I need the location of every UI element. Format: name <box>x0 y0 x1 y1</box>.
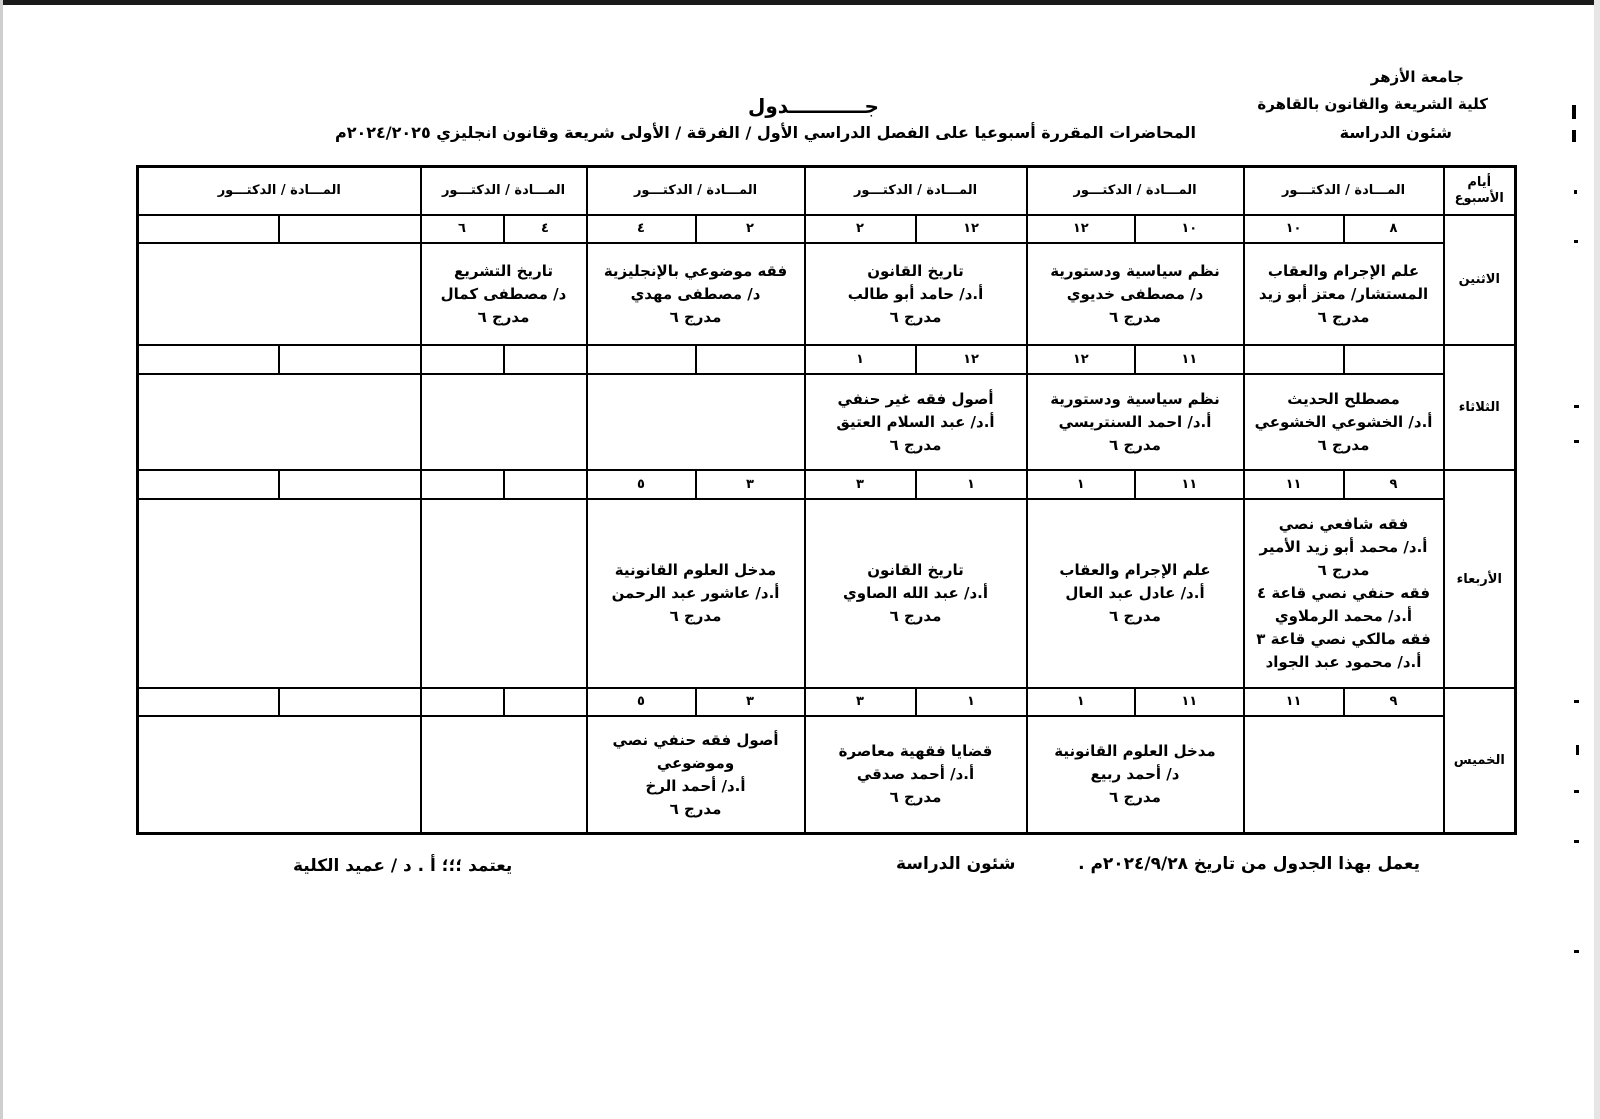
slot-end-time <box>139 471 280 498</box>
time-slot <box>1027 215 1244 244</box>
lecture-line: مدرج ٦ <box>889 307 942 326</box>
lecture-line: أصول فقه حنفي نصي <box>612 730 779 749</box>
day-name: الخميس <box>1444 688 1516 834</box>
slot-start-time: ٤ <box>541 221 549 237</box>
lecture-cell <box>421 716 587 833</box>
lecture-cell <box>1244 374 1444 471</box>
dean-approval: يعتمد ؛؛؛ أ . د / عميد الكلية <box>293 856 513 876</box>
footer-affairs-label: شئون الدراسة <box>896 854 1016 874</box>
lecture-cell <box>1027 716 1244 833</box>
time-slot <box>587 688 805 717</box>
lecture-line: أ.د/ محمود عبد الجواد <box>1265 652 1422 671</box>
slot-end-time: ٢ <box>806 216 917 243</box>
slot-start-time <box>505 471 586 498</box>
lecture-cell <box>587 499 805 688</box>
lecture-line: مدرج ٦ <box>1109 307 1161 326</box>
lecture-line: أ.د/ أحمد الرخ <box>645 776 746 795</box>
lecture-line: د/ مصطفى خديوي <box>1066 284 1204 303</box>
scan-right-edge <box>1594 0 1600 1119</box>
lecture-line: علم الإجرام والعقاب <box>1267 261 1420 280</box>
time-slot <box>1244 688 1444 717</box>
lecture-line: نظم سياسية ودستورية <box>1050 261 1220 280</box>
day-name: الثلاثاء <box>1444 345 1516 470</box>
schedule-body <box>138 215 1516 834</box>
scan-mark <box>1574 405 1579 408</box>
scan-top-edge <box>0 0 1600 5</box>
slot-start-time <box>505 689 586 716</box>
lecture-line: مدرج ٦ <box>477 307 530 326</box>
effective-date-note: يعمل بهذا الجدول من تاريخ ٢٠٢٤/٩/٢٨م . <box>1078 854 1420 874</box>
time-slot-row <box>138 470 1516 499</box>
slot-start-time: ٢ <box>746 221 754 237</box>
time-slot <box>421 470 587 499</box>
lecture-line: أ.د/ محمد الرملاوي <box>1274 606 1413 625</box>
lecture-line: أ.د/ عاشور عبد الرحمن <box>611 583 780 602</box>
column-header: المـــادة / الدكتـــور <box>1027 167 1244 215</box>
time-slot <box>138 215 421 244</box>
scan-mark <box>1576 745 1579 755</box>
column-header-row <box>138 167 1516 215</box>
slot-end-time <box>422 346 505 373</box>
lecture-schedule-table <box>136 165 1517 835</box>
slot-end-time: ٤ <box>588 216 697 243</box>
time-slot <box>805 215 1027 244</box>
lecture-cell <box>805 374 1027 471</box>
time-slot <box>1027 470 1244 499</box>
time-slot <box>138 470 421 499</box>
lecture-line: مدرج ٦ <box>1109 788 1161 807</box>
lecture-line: فقه موضوعي بالإنجليزية <box>603 261 788 280</box>
lecture-line: المستشار/ معتز أبو زيد <box>1258 284 1429 303</box>
slot-end-time: ١٢ <box>1028 346 1137 373</box>
lecture-cell <box>587 243 805 345</box>
lecture-cell <box>587 716 805 833</box>
scan-mark <box>1572 130 1576 142</box>
lecture-line: علم الإجرام والعقاب <box>1059 560 1211 579</box>
slot-end-time: ١ <box>1028 689 1137 716</box>
scan-mark <box>1572 105 1576 119</box>
time-slot <box>138 345 421 374</box>
time-slot <box>1027 688 1244 717</box>
slot-end-time <box>422 689 505 716</box>
lecture-line: مدرج ٦ <box>1317 560 1370 579</box>
lecture-cell <box>138 374 421 471</box>
lecture-line: فقه حنفي نصي قاعة ٤ <box>1256 583 1431 602</box>
slot-start-time: ٨ <box>1389 221 1398 237</box>
time-slot <box>138 688 421 717</box>
time-slot <box>587 215 805 244</box>
lecture-line: د/ مصطفى مهدي <box>630 284 761 303</box>
lecture-line: مدرج ٦ <box>669 799 722 818</box>
column-header: المـــادة / الدكتـــور <box>805 167 1027 215</box>
lecture-line: تاريخ القانون <box>867 560 964 579</box>
lecture-cell <box>138 716 421 833</box>
scan-mark <box>1574 190 1577 194</box>
lecture-cell <box>421 499 587 688</box>
time-slot <box>421 215 587 244</box>
slot-end-time <box>139 689 280 716</box>
slot-start-time: ١ <box>967 694 975 710</box>
lecture-cell <box>1244 243 1444 345</box>
slot-end-time: ١٢ <box>1028 216 1137 243</box>
lecture-line: أ.د/ عبد السلام العتيق <box>836 412 995 431</box>
lecture-line: أ.د/ أحمد صدقي <box>856 765 975 784</box>
lecture-line: مدرج ٦ <box>889 435 942 454</box>
lecture-row <box>138 499 1516 688</box>
lecture-row <box>138 243 1516 345</box>
schedule-title: المحاضرات المقررة أسبوعيا على الفصل الدراسي الأول / الفرقة / الأولى شريعة وقانون انجليزي ٢٠٢٤/٢٠٢٥م <box>335 123 1196 142</box>
lecture-line: أ.د/ احمد السنتريسي <box>1058 412 1212 431</box>
lecture-cell <box>1027 374 1244 471</box>
lecture-line: أصول فقه غير حنفي <box>837 389 994 408</box>
lecture-line: تاريخ التشريع <box>454 261 553 280</box>
lecture-cell <box>138 499 421 688</box>
slot-start-time: ٣ <box>746 694 754 710</box>
slot-end-time: ١١ <box>1245 471 1345 498</box>
lecture-line: مدرج ٦ <box>889 606 942 625</box>
faculty-name: كلية الشريعة والقانون بالقاهرة <box>1257 95 1488 113</box>
lecture-line: نظم سياسية ودستورية <box>1050 389 1220 408</box>
slot-end-time <box>1245 346 1345 373</box>
time-slot <box>1244 470 1444 499</box>
slot-start-time: ١٠ <box>1181 221 1198 237</box>
scan-mark <box>1574 840 1579 843</box>
time-slot <box>1244 345 1444 374</box>
scan-mark <box>1574 240 1578 243</box>
slot-start-time: ١٢ <box>963 351 979 367</box>
slot-end-time: ٥ <box>588 471 697 498</box>
lecture-line: مدرج ٦ <box>1317 307 1370 326</box>
time-slot <box>587 470 805 499</box>
slot-start-time <box>280 216 419 243</box>
lecture-cell <box>138 243 421 345</box>
column-header: المـــادة / الدكتـــور <box>587 167 805 215</box>
time-slot-row <box>138 215 1516 244</box>
lecture-line: مصطلح الحديث <box>1287 389 1400 408</box>
lecture-line: د/ أحمد ربيع <box>1090 765 1180 784</box>
lecture-line: أ.د/ محمد أبو زيد الأمير <box>1259 537 1428 556</box>
lecture-cell <box>805 499 1027 688</box>
slot-end-time <box>139 216 280 243</box>
time-slot <box>1244 215 1444 244</box>
lecture-row <box>138 716 1516 833</box>
lecture-cell <box>805 716 1027 833</box>
lecture-line: فقه شافعي نصي <box>1278 514 1409 533</box>
slot-start-time <box>280 346 419 373</box>
scan-mark <box>1574 700 1579 703</box>
time-slot-row <box>138 688 1516 717</box>
slot-start-time <box>280 471 419 498</box>
scan-mark <box>1574 950 1579 953</box>
lecture-line: وموضوعي <box>656 753 735 772</box>
column-header: المـــادة / الدكتـــور <box>1244 167 1444 215</box>
column-header: المـــادة / الدكتـــور <box>138 167 421 215</box>
slot-start-time: ١١ <box>1181 351 1198 367</box>
time-slot <box>587 345 805 374</box>
time-slot <box>805 345 1027 374</box>
lecture-line: د/ مصطفى كمال <box>440 284 567 303</box>
lecture-cell <box>1027 243 1244 345</box>
slot-end-time: ١ <box>806 346 917 373</box>
time-slot <box>805 688 1027 717</box>
slot-start-time: ١١ <box>1181 477 1198 493</box>
lecture-line: أ.د/ الخشوعي الخشوعي <box>1254 412 1433 431</box>
day-name: الأربعاء <box>1444 470 1516 687</box>
lecture-line: مدرج ٦ <box>889 788 942 807</box>
lecture-line: أ.د/ عبد الله الصاوي <box>843 583 988 602</box>
slot-start-time: ٩ <box>1389 694 1398 710</box>
slot-start-time <box>505 346 586 373</box>
lecture-line: مدخل العلوم القانونية <box>614 560 777 579</box>
lecture-cell <box>421 243 587 345</box>
time-slot <box>421 688 587 717</box>
column-header: المـــادة / الدكتـــور <box>421 167 587 215</box>
lecture-line: مدرج ٦ <box>1109 435 1161 454</box>
lecture-cell <box>805 243 1027 345</box>
slot-start-time: ٩ <box>1389 477 1398 493</box>
lecture-cell <box>1244 716 1444 833</box>
scan-mark <box>1574 790 1579 793</box>
lecture-cell <box>1027 499 1244 688</box>
slot-start-time <box>697 346 804 373</box>
lecture-cell <box>587 374 805 471</box>
scan-mark <box>1574 440 1579 443</box>
slot-end-time <box>139 346 280 373</box>
day-name: الاثنين <box>1444 215 1516 346</box>
lecture-line: تاريخ القانون <box>867 261 964 280</box>
slot-end-time <box>422 471 505 498</box>
slot-start-time: ٣ <box>746 477 754 493</box>
lecture-row <box>138 374 1516 471</box>
lecture-cell <box>1244 499 1444 688</box>
academic-affairs-label: شئون الدراسة <box>1339 123 1452 142</box>
days-column-header: أيام الأسبوع <box>1444 167 1516 215</box>
lecture-line: مدرج ٦ <box>669 307 722 326</box>
slot-end-time: ٦ <box>422 216 505 243</box>
lecture-line: فقه مالكي نصي قاعة ٣ <box>1256 629 1431 648</box>
slot-end-time: ٣ <box>806 689 917 716</box>
slot-start-time <box>280 689 419 716</box>
time-slot <box>805 470 1027 499</box>
lecture-line: مدخل العلوم القانونية <box>1054 742 1216 761</box>
time-slot <box>1027 345 1244 374</box>
lecture-line: مدرج ٦ <box>1317 435 1370 454</box>
scan-left-edge <box>0 0 3 1119</box>
slot-end-time: ٣ <box>806 471 917 498</box>
time-slot-row <box>138 345 1516 374</box>
lecture-cell <box>421 374 587 471</box>
slot-end-time <box>588 346 697 373</box>
university-name: جامعة الأزهر <box>1370 68 1464 86</box>
lecture-line: مدرج ٦ <box>669 606 722 625</box>
slot-end-time: ١٠ <box>1245 216 1345 243</box>
slot-start-time: ١ <box>967 477 975 493</box>
slot-start-time: ١١ <box>1181 694 1198 710</box>
time-slot <box>421 345 587 374</box>
schedule-heading: جـــــــــــدول <box>748 94 879 118</box>
lecture-line: قضايا فقهية معاصرة <box>838 742 993 761</box>
slot-start-time: ١٢ <box>963 221 979 237</box>
slot-end-time: ١١ <box>1245 689 1345 716</box>
lecture-line: أ.د/ عادل عبد العال <box>1065 583 1205 602</box>
lecture-line: أ.د/ حامد أبو طالب <box>847 284 984 303</box>
slot-end-time: ١ <box>1028 471 1137 498</box>
slot-end-time: ٥ <box>588 689 697 716</box>
slot-start-time <box>1345 346 1443 373</box>
lecture-line: مدرج ٦ <box>1109 606 1161 625</box>
